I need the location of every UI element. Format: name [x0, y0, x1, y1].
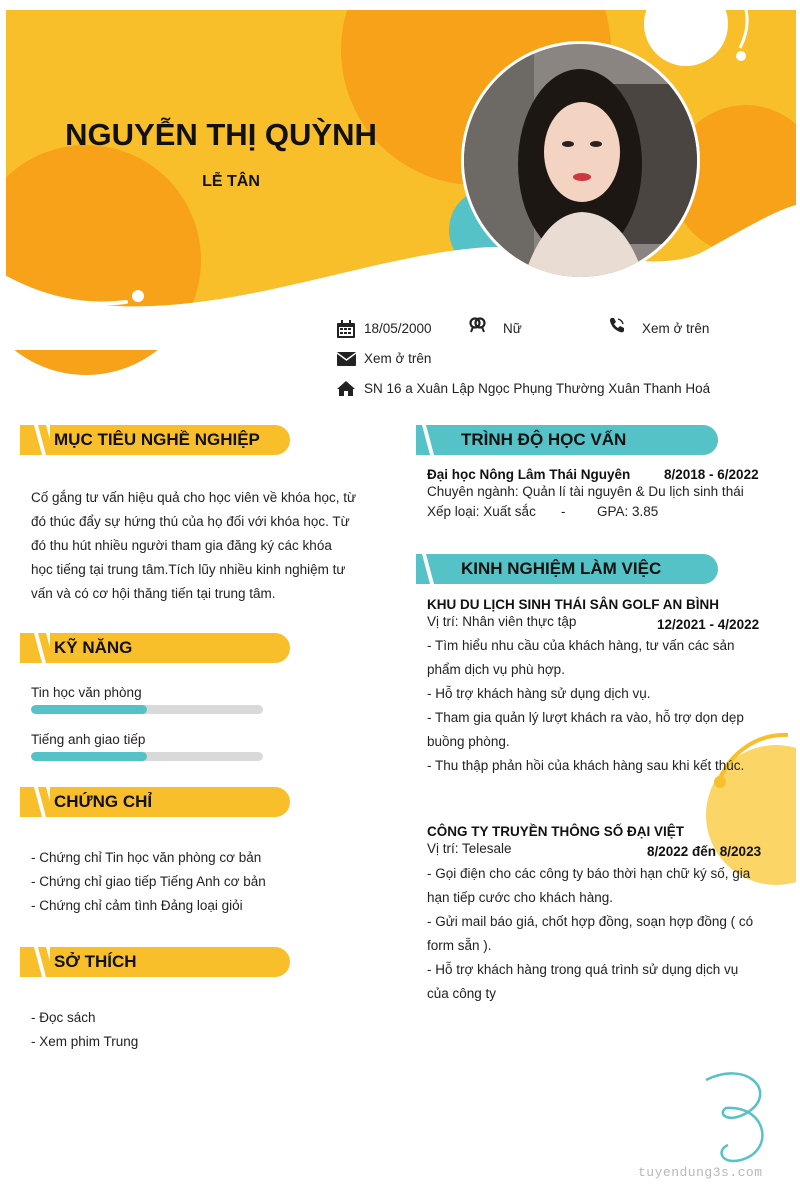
contact-info — [336, 320, 796, 400]
skill-progress-bar — [31, 705, 263, 714]
objective-line: đó thúc đẩy sự hứng thú của họ đối với khóa học. Từ — [31, 514, 350, 529]
watermark: tuyendung3s.com — [638, 1165, 763, 1180]
address-value: SN 16 a Xuân Lập Ngọc Phụng Thường Xuân Thanh Hoá — [364, 381, 711, 396]
job-duty-line: buồng phòng. — [427, 734, 510, 749]
experience-heading — [416, 554, 718, 584]
job-duty-line: - Gọi điện cho các công ty báo thời hạn chữ ký số, gia — [427, 866, 751, 881]
candidate-name: NGUYỄN THỊ QUỲNH — [65, 117, 377, 152]
education-school: Đại học Nông Lâm Thái Nguyên — [427, 467, 631, 482]
job-duty-line: - Tìm hiểu nhu cầu của khách hàng, tư vấn các sản — [427, 638, 735, 653]
job-duty-line: - Tham gia quản lý lượt khách ra vào, hỗ trợ dọn dẹp — [427, 710, 744, 725]
calendar-icon — [336, 320, 356, 339]
objective-text — [31, 486, 376, 606]
heading-flag-icon — [20, 425, 50, 455]
objective-title: MỤC TIÊU NGHỀ NGHIỆP — [54, 430, 260, 449]
heading-flag-icon — [20, 787, 50, 817]
cv-page — [6, 10, 796, 1190]
birthday-value: 18/05/2000 — [364, 321, 432, 336]
job-company: KHU DU LỊCH SINH THÁI SÂN GOLF AN BÌNH — [427, 597, 719, 612]
skill-label: Tiếng anh giao tiếp — [31, 732, 146, 747]
objective-line: đó thu hút nhiều người tham gia đăng ký các khóa — [31, 538, 332, 553]
job-duty-line: phẩm dịch vụ phù hợp. — [427, 662, 565, 677]
email-value: Xem ở trên — [364, 351, 432, 366]
hobbies-title: SỞ THÍCH — [54, 952, 137, 971]
job-description — [427, 862, 772, 1006]
heading-flag-icon — [20, 947, 50, 977]
education-title: TRÌNH ĐỘ HỌC VẤN — [461, 430, 627, 449]
phone-value: Xem ở trên — [642, 321, 710, 336]
education-separator: - — [561, 504, 566, 519]
objective-line: Cố gắng tư vấn hiệu quả cho học viên về khóa học, từ — [31, 490, 357, 505]
white-small-dot-decoration — [736, 51, 746, 61]
objective-line: học tiếng tại trung tâm.Tích lũy nhiều kinh nghiệm tư — [31, 562, 346, 577]
job-period: 8/2022 đến 8/2023 — [647, 844, 762, 859]
profile-photo — [461, 41, 700, 280]
skills-heading — [20, 633, 290, 663]
job-period: 12/2021 - 4/2022 — [657, 617, 760, 632]
certificates-heading — [20, 787, 290, 817]
heading-flag-icon — [416, 554, 446, 584]
certificates-list — [31, 846, 266, 918]
phone-icon — [608, 316, 626, 334]
job-duty-line: hạn tiếp cước cho khách hàng. — [427, 890, 614, 905]
hobby-item: - Đọc sách — [31, 1010, 96, 1025]
home-icon — [336, 380, 356, 397]
objective-heading — [20, 425, 290, 455]
skill-progress-bar — [31, 752, 263, 761]
skill-progress-fill — [31, 705, 147, 714]
job-duty-line: - Thu thập phản hồi của khách hàng sau khi kết thúc. — [427, 758, 745, 773]
experience-title: KINH NGHIỆM LÀM VIỆC — [461, 559, 662, 578]
job-duty-line: - Hỗ trợ khách hàng sử dụng dịch vụ. — [427, 686, 651, 701]
skill-progress-fill — [31, 752, 147, 761]
heading-flag-icon — [416, 425, 446, 455]
portrait-illustration — [464, 44, 697, 277]
hobby-item: - Xem phim Trung — [31, 1034, 139, 1049]
certificate-item: - Chứng chỉ cảm tình Đảng loại giỏi — [31, 898, 243, 913]
white-dot-decoration — [132, 290, 144, 302]
skills-title: KỸ NĂNG — [54, 638, 133, 657]
certificate-item: - Chứng chỉ giao tiếp Tiếng Anh cơ bản — [31, 874, 266, 889]
job-duty-line: form sẵn ). — [427, 938, 492, 953]
gender-icon — [469, 316, 487, 334]
education-heading — [416, 425, 718, 455]
hobbies-list — [31, 1006, 138, 1054]
job-company: CÔNG TY TRUYỀN THÔNG SỐ ĐẠI VIỆT — [427, 824, 685, 839]
job-description — [427, 634, 772, 778]
job-position: Vị trí: Telesale — [427, 841, 512, 856]
candidate-role: LỄ TÂN — [202, 173, 260, 190]
heading-flag-icon — [20, 633, 50, 663]
skill-label: Tin học văn phòng — [31, 685, 142, 700]
education-gpa: GPA: 3.85 — [597, 504, 659, 519]
hobbies-heading — [20, 947, 290, 977]
certificate-item: - Chứng chỉ Tin học văn phòng cơ bản — [31, 850, 262, 865]
job-duty-line: - Gửi mail báo giá, chốt hợp đồng, soạn hợp đồng ( có — [427, 914, 754, 929]
objective-line: vấn và có cơ hội thăng tiến tại trung tâm. — [31, 586, 276, 601]
job-duty-line: - Hỗ trợ khách hàng trong quá trình sử dụng dịch vụ — [427, 962, 739, 977]
teal-swirl-decoration — [706, 1073, 762, 1161]
education-major: Chuyên ngành: Quản lí tài nguyên & Du lịch sinh thái — [427, 484, 744, 499]
job-duty-line: của công ty — [427, 986, 497, 1001]
envelope-icon — [337, 352, 356, 366]
job-position: Vị trí: Nhân viên thực tập — [427, 614, 577, 629]
education-period: 8/2018 - 6/2022 — [664, 467, 759, 482]
certificates-title: CHỨNG CHỈ — [54, 792, 153, 811]
education-rank: Xếp loại: Xuất sắc — [427, 504, 536, 519]
gender-value: Nữ — [503, 321, 522, 336]
